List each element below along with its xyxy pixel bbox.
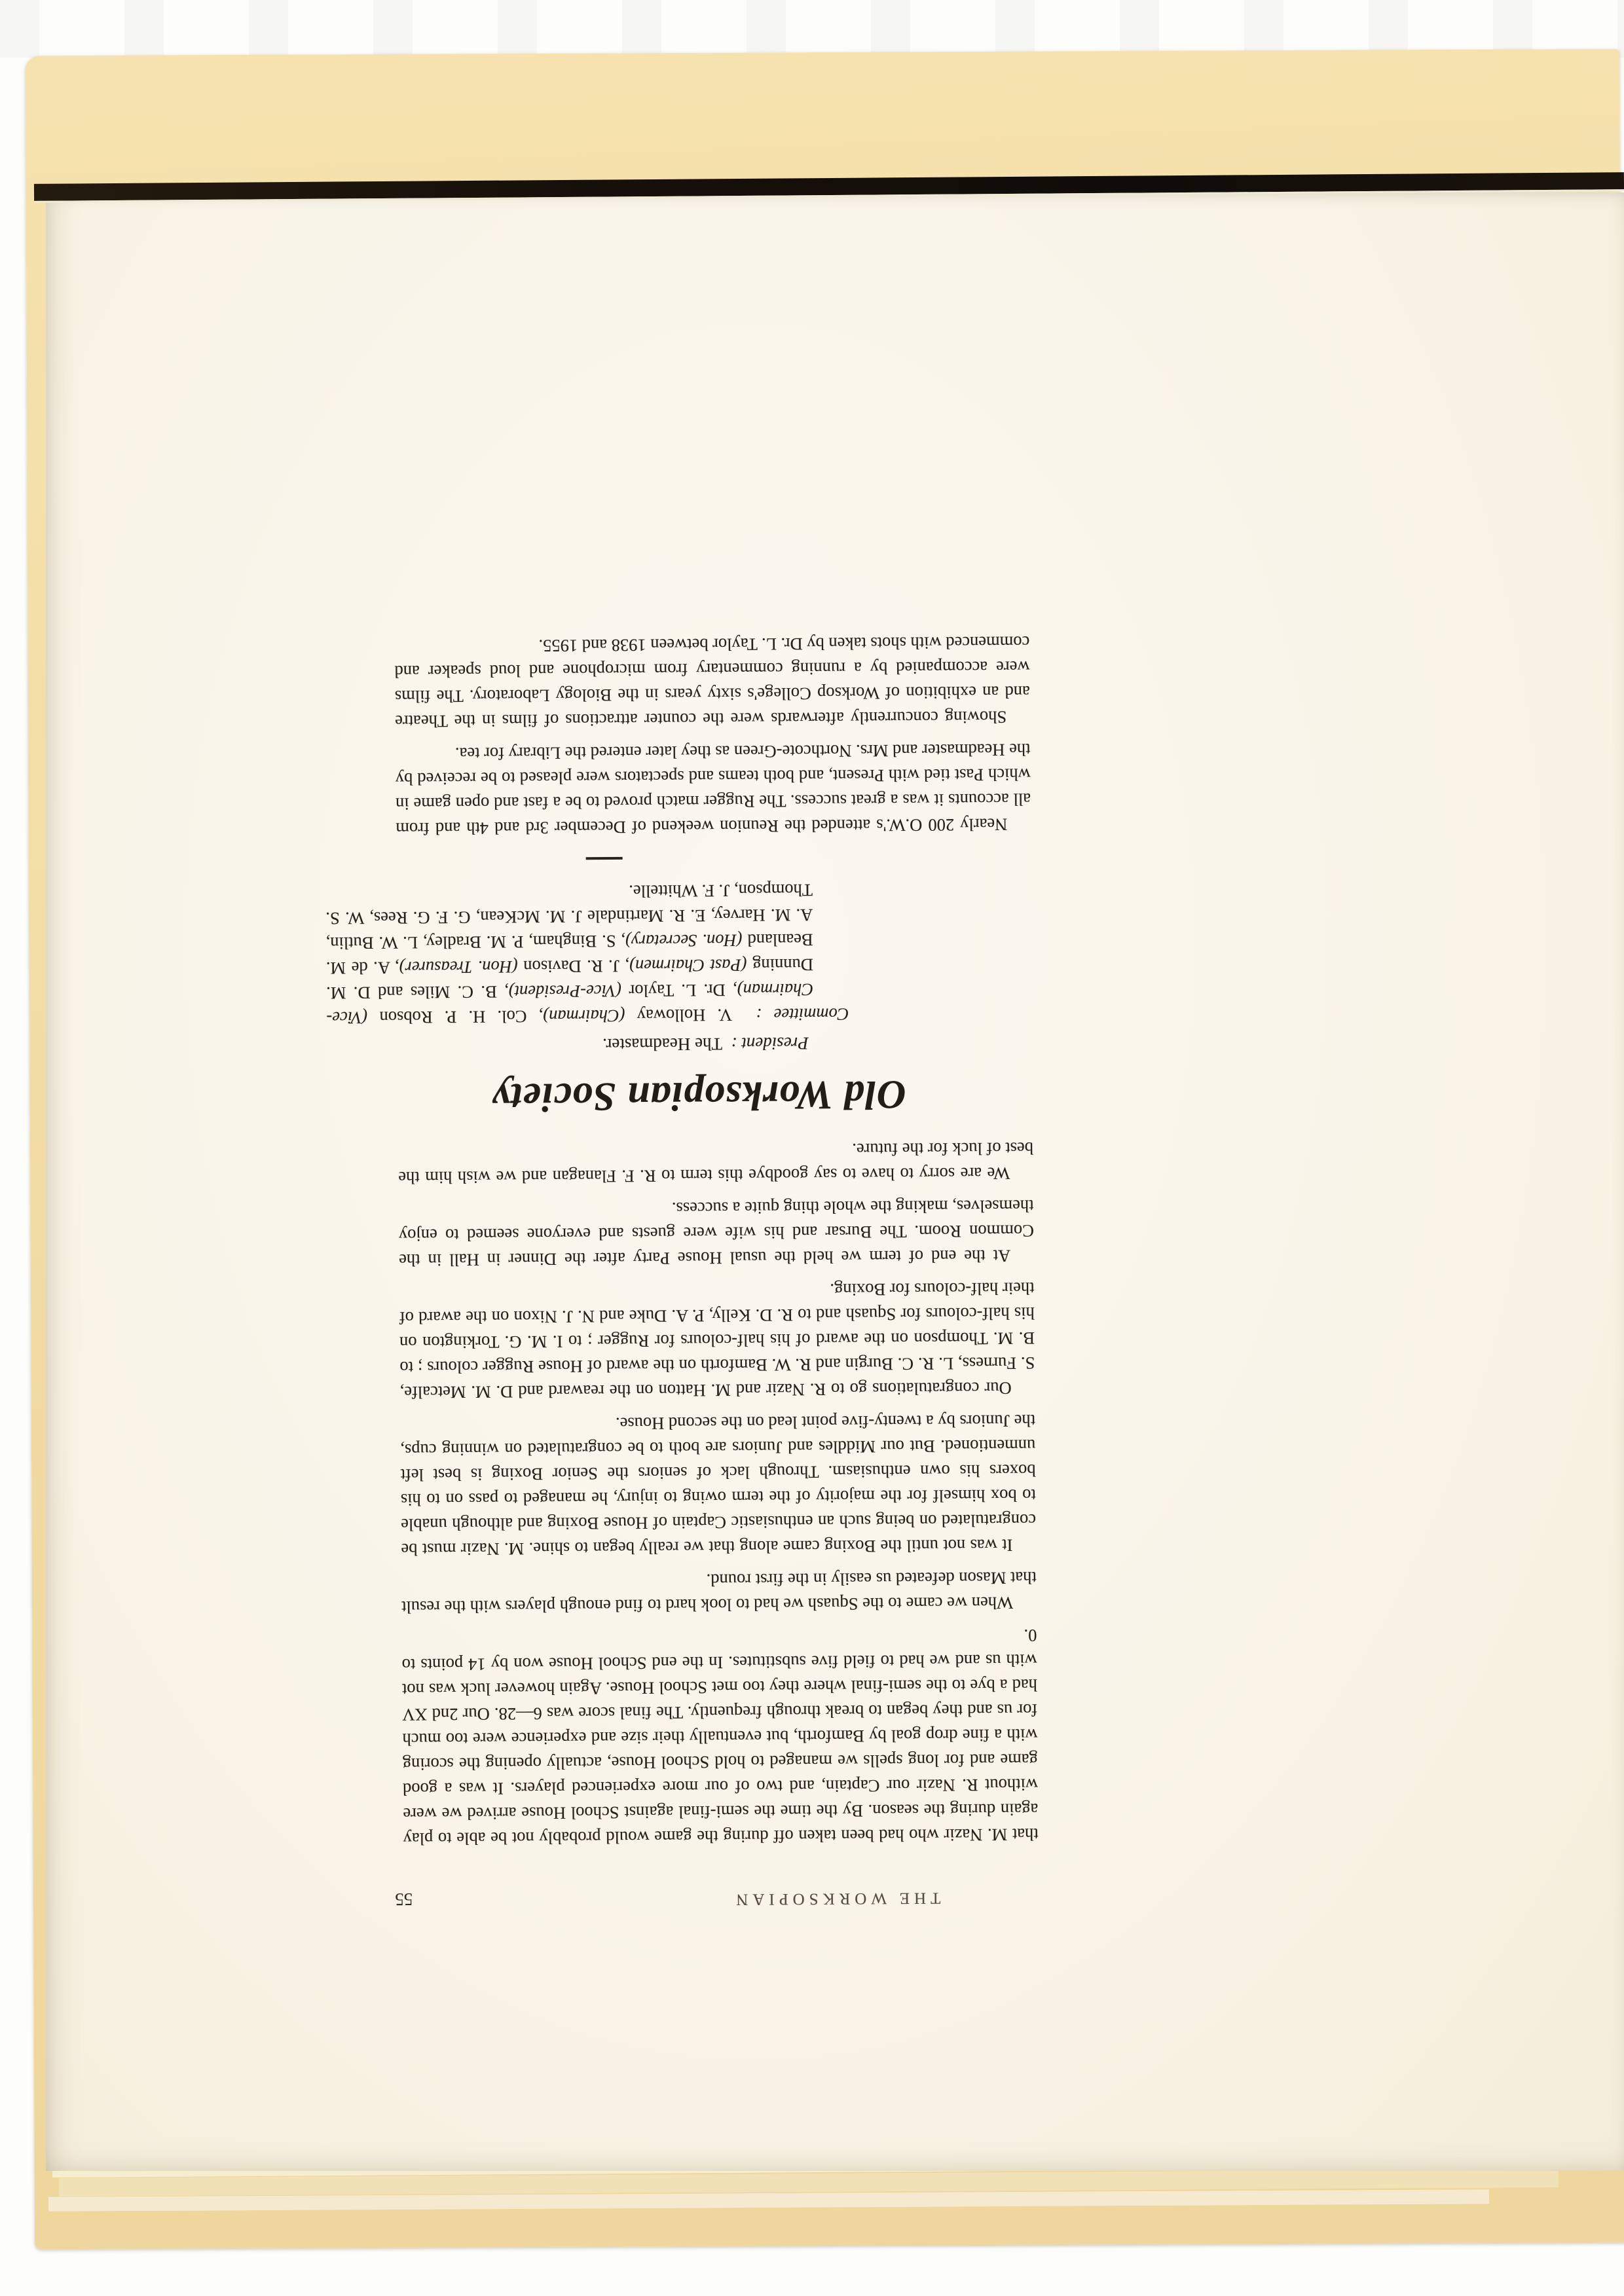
text-segment: , B. C. Miles and D. M. Dunning [322, 955, 814, 1004]
paragraph: It was not until the Boxing came along that we really began to shine. M. Nazir must be congratulated on being such an enthusiastic Captain of House Boxing and although unable to box himself for the majority of the term owing to injury, he managed to pass on to his boxers his own enthusiasm. Through lack of seniors the Senior Boxing is best left unmentioned. But our Middles and Juniors are both to be congratulated on winning cups, the Juniors by a twenty-five point lead on the second House. [400, 1411, 1037, 1560]
text-segment: (Vice-Chairman) [326, 979, 814, 1029]
scanner-glare [0, 0, 1624, 58]
committee-list [322, 877, 849, 1030]
text-segment: (Vice-President) [508, 981, 622, 1002]
text-segment: , Col. H. P. Robson [367, 1006, 544, 1028]
text-segment: President : [722, 1033, 809, 1054]
paragraph: At the end of term we held the usual House Party after the Dinner in Hall in the Common Room. The Bursar and his wife were guests and everyone seemed to enjoy themselves, making the whole thing quite a success. [398, 1196, 1034, 1271]
paragraph: Showing concurrently afterwards were the counter attractions of films in the Theatre and an exhibition of Worksop College's sixty years in the Biology Laboratory. The films were accompanied by a running commentary from microphone and loud speaker and commenced with shots taken by Dr. L. Taylor between 1938 and 1955. [394, 632, 1030, 732]
paragraph: We are sorry to have to say goodbye this term to R. F. Flanagan and we wish him the best of luck for the future. [398, 1139, 1034, 1188]
text-segment: , S. Bingham, P. M. Bradley, L. W. Butlin, A. M. Harvey, E. R. Martindale J. M. McKean, G. F. G. Rees, W. S. Thompson, J. F. Whittelle. [322, 880, 813, 954]
text-segment: V. Holloway [625, 1005, 733, 1026]
house-report-paragraphs [398, 1136, 1039, 1851]
upside-down-printed-content [322, 386, 1039, 1920]
paragraph: Nearly 200 O.W.'s attended the Reunion weekend of December 3rd and 4th and from all accounts it was a great success. The Rugger match proved to be a fast and open game in which Past tied with Present, and both teams and spectators were pleased to be received by the Headmaster and Mrs. Northcote-Green as they later entered the Library for tea. [395, 740, 1031, 839]
text-segment: (Hon. Treasurer) [399, 957, 518, 978]
text-segment: , Dr. L. Taylor [621, 980, 737, 1001]
magazine-page [46, 192, 1624, 2171]
running-head [371, 1876, 1039, 1910]
text-segment: (Past Chairmen) [629, 955, 747, 976]
text-segment: , A. de M. Beanland [322, 930, 813, 979]
running-title: THE WORKSOPIAN [731, 1889, 941, 1908]
text-segment: The Headmaster. [602, 1034, 723, 1055]
text-segment: (Hon. Secretary) [625, 930, 743, 951]
separator-rule [586, 857, 623, 860]
paragraph: that M. Nazir who had been taken off during the game would probably not be able to play again during the season. By the time the semi-final against School House arrived we were without R. Nazir our Captain, and two of our more experienced players. It was a good game and for long spells we managed to hold School House, actually opening the scoring with a fine drop goal by Bamforth, but eventually their size and experience were too much for us and they began to break through frequently. The final score was 6—28. Our 2nd XV had a bye to the semi-final where they too met School House. Again however luck was not with us and we had to field five substitutes. In the end School House won by 14 points to 0. [401, 1626, 1039, 1850]
text-segment: , J. R. Davison [517, 956, 630, 977]
paragraph: Our congratulations go to R. Nazir and M. Hatton on the reaward and D. M. Metcalfe, S. Furness, L. R. C. Burgin and R. W. Bamforth on the award of House Rugger colours ; to B. M. Thompson on the award of his half-colours for Rugger ; to I. M. G. Torkington on his half-colours for Squash and to R. D. Kelly, P. A. Duke and N. J. Nixon on the award of their half-colours for Boxing. [399, 1279, 1035, 1403]
page-number: 55 [395, 1889, 413, 1910]
paragraph: When we came to the Squash we had to look hard to find enough players with the result that Mason defeated us easily in the first round. [401, 1568, 1037, 1618]
text-segment: (Chairman) [543, 1006, 625, 1027]
president-line [365, 1031, 809, 1059]
society-paragraphs [394, 630, 1031, 841]
text-segment: Committee : [731, 1004, 849, 1025]
section-heading: Old Worksopian Society [491, 1072, 907, 1120]
